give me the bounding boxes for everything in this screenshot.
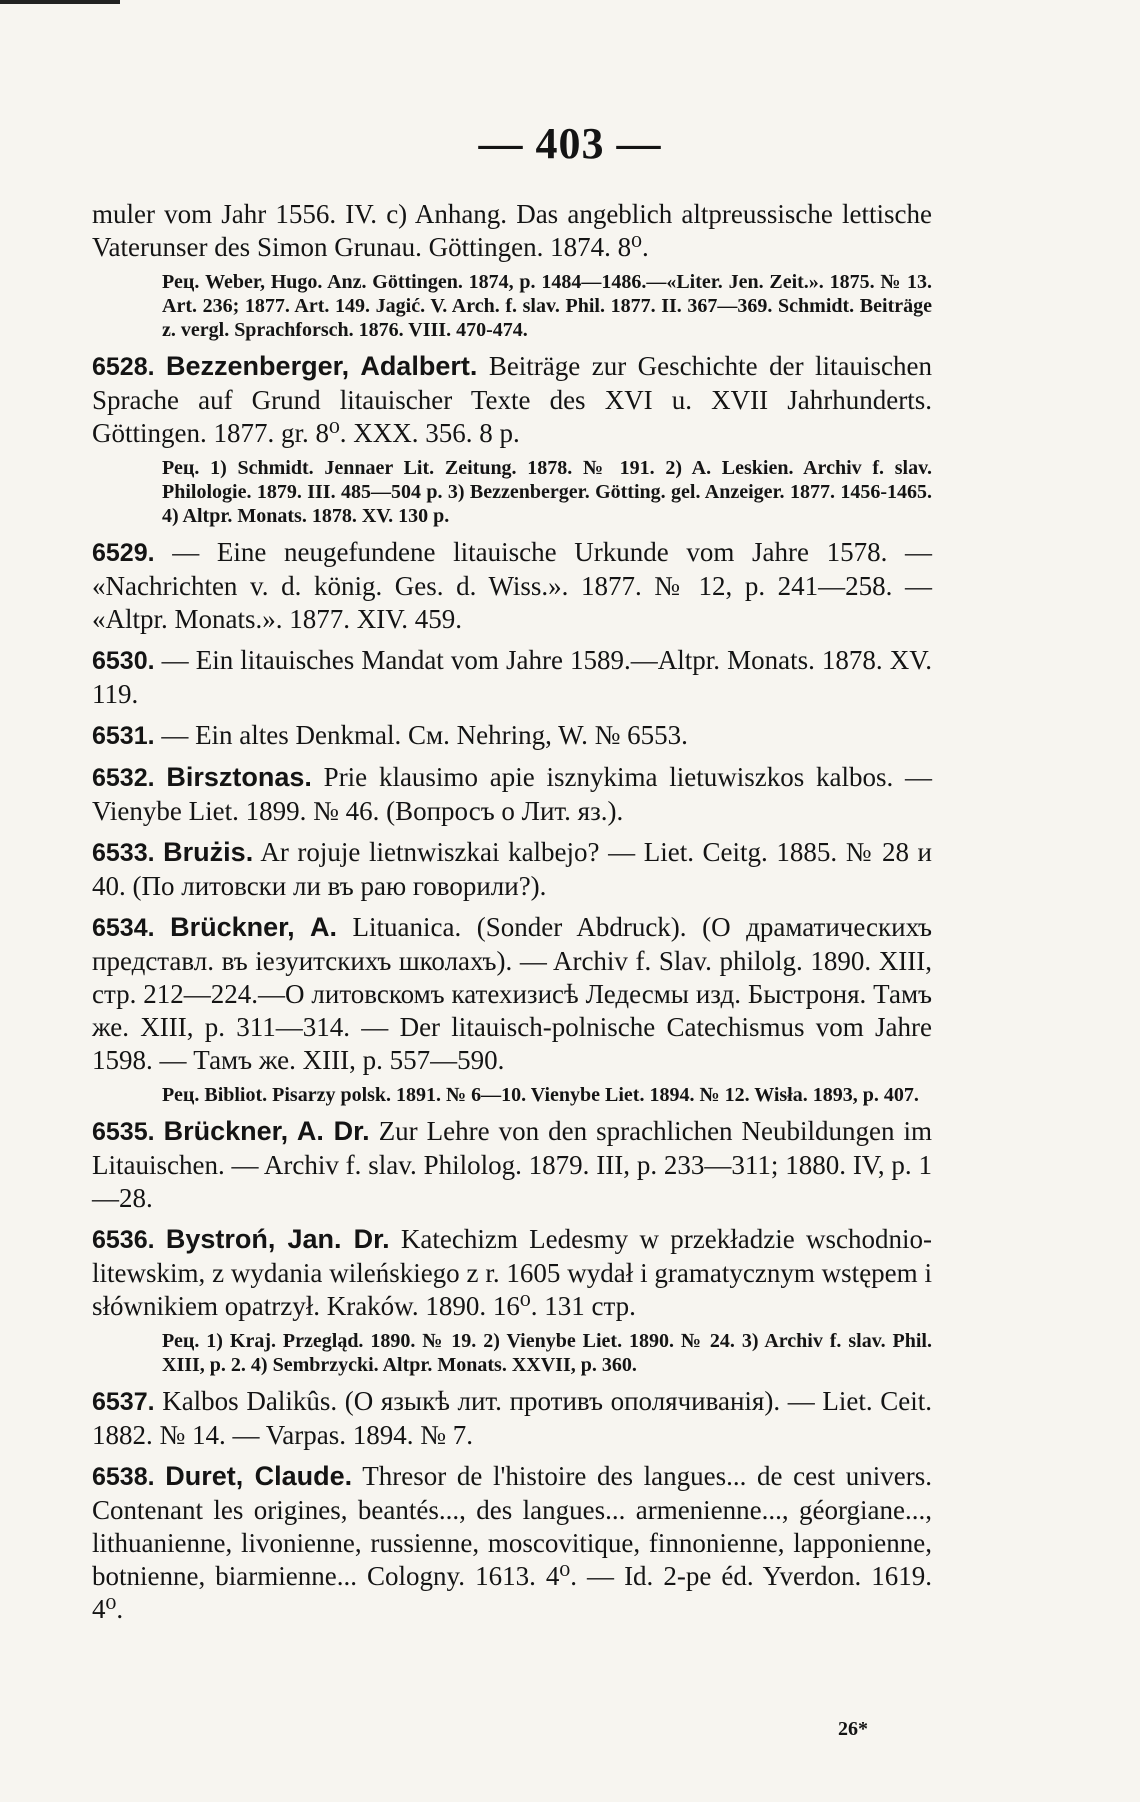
printer-signature: 26* [838, 1718, 868, 1740]
bibliography-entry [92, 719, 932, 753]
entry-text: — Eine neugefundene litauische Urkunde vom Jahre 1578. — «Nachrichten v. d. könig. Ges. d. Wiss.». 1877. № 12, p. 241—258. — «Altpr. Monats.». 1877. XIV. 459. [92, 537, 933, 634]
entry-author: Brużis. [163, 837, 254, 867]
entry-text: Ar rojuje lietnwiszkai kalbejo? — Liet. Ceitg. 1885. № 28 и 40. (По литовски ли въ раю говорили?). [92, 837, 933, 901]
entry-author: Birsztonas. [166, 762, 312, 792]
entry-number: 6537. [92, 1388, 155, 1416]
bibliography-entry [92, 1385, 932, 1452]
entry-number: 6533. [92, 839, 155, 867]
bibliography-entry [92, 911, 932, 1077]
bibliography-entry [92, 1223, 932, 1323]
entry-number: 6530. [92, 647, 155, 675]
bibliography-entry [92, 536, 932, 636]
bibliography-entry [92, 836, 932, 903]
entry-text: Kalbos Dalikûs. (О языкѣ лит. противъ ополячиванія). — Liet. Ceit. 1882. № 14. — Varpas. 1894. № 7. [92, 1386, 932, 1450]
entry-text: Zur Lehre von den sprachlichen Neubildungen im Litauischen. — Archiv f. slav. Philolog. 1879. III, p. 233—311; 1880. IV, p. 1—28. [92, 1116, 933, 1213]
page-number: — 403 — [478, 119, 662, 168]
bibliography-entry [92, 1115, 932, 1215]
entry-text: Katechizm Ledesmy w przekładzie wschodnio-litewskim, z wydania wileńskiego z r. 1605 wydał i gramatycznym wstępem i słównikiem opatrzył. Kraków. 1890. 16⁰. 131 стр. [92, 1224, 932, 1321]
entry-author: Bystroń, Jan. Dr. [165, 1224, 390, 1254]
bibliography-entry [92, 350, 932, 450]
bibliography-entry [92, 644, 932, 711]
entry-text: — Ein litauisches Mandat vom Jahre 1589.—Altpr. Monats. 1878. XV. 119. [92, 645, 932, 709]
entry-number: 6534. [92, 914, 155, 942]
entry-text: Lituanica. (Sonder Abdruck). (О драматическихъ представл. въ iезуитскихъ школахъ). — Archiv f. Slav. philolg. 1890. XIII, стр. 212—224.—О литовскомъ катехизисѣ Ледесмы изд. Быстроня. Тамъ же. XIII, p. 311—314. — Der litauisch-polnische Catechismus vom Jahre 1598. — Тамъ же. XIII, p. 557—590. [92, 912, 933, 1075]
entry-number: 6529. [92, 539, 155, 567]
scan-edge-mark [0, 0, 120, 4]
entry-reviews: Рец. 1) Kraj. Przegląd. 1890. № 19. 2) Vienybe Liet. 1890. № 24. 3) Archiv f. slav. Phil. XIII, p. 2. 4) Sembrzycki. Altpr. Monats. XXVII, p. 360. [162, 1330, 932, 1376]
bibliography-entry [92, 761, 932, 828]
entry-number: 6538. [92, 1463, 155, 1491]
bibliography-entry [92, 1460, 932, 1626]
entry-author: Bezzenberger, Adalbert. [166, 351, 478, 381]
entry-reviews: Рец. 1) Schmidt. Jennaer Lit. Zeitung. 1878. № 191. 2) A. Leskien. Archiv f. slav. Philologie. 1879. III. 485—504 p. 3) Bezzenberger. Götting. gel. Anzeiger. 1877. 1456-1465. 4) Altpr. Monats. 1878. XV. 130 p. [162, 457, 932, 527]
entry-text: — Ein altes Denkmal. См. Nehring, W. № 6553. [161, 720, 688, 750]
entry-author: Brückner, A. [170, 912, 337, 942]
bibliography-list [92, 198, 932, 1626]
entry-text: Prie klausimo apie isznykima lietuwiszkos kalbos. — Vienybe Liet. 1899. № 46. (Вопросъ о Лит. яз.). [92, 762, 933, 826]
entry-text: muler vom Jahr 1556. IV. c) Anhang. Das angeblich altpreussische lettische Vaterunser des Simon Grunau. Göttingen. 1874. 8⁰. [92, 199, 932, 262]
entry-number: 6531. [92, 722, 155, 750]
entry-reviews: Рец. Bibliot. Pisarzy polsk. 1891. № 6—10. Vienybe Liet. 1894. № 12. Wisła. 1893, p. 407. [162, 1084, 919, 1106]
entry-author: Duret, Claude. [165, 1461, 353, 1491]
entry-number: 6528. [92, 353, 155, 381]
entry-text: Thresor de l'histoire des langues... de cest univers. Contenant les origines, beantés..., des langues... armenienne..., géorgiane..., lithuanienne, livonienne, russienne, moscovitique, finnonienne, lapponienne, botnienne, biarmienne... Cologny. 1613. 4⁰. — Id. 2-pe éd. Yverdon. 1619. 4⁰. [92, 1461, 933, 1624]
entry-number: 6532. [92, 764, 155, 792]
entry-number: 6536. [92, 1226, 155, 1254]
entry-reviews: Рец. Weber, Hugo. Anz. Göttingen. 1874, p. 1484—1486.—«Liter. Jen. Zeit.». 1875. № 13. Art. 236; 1877. Art. 149. Jagić. V. Arch. f. slav. Phil. 1877. II. 367—369. Schmidt. Beiträge z. vergl. Sprachforsch. 1876. VIII. 470-474. [162, 271, 932, 341]
entry-author: Brückner, A. Dr. [163, 1116, 370, 1146]
bibliography-entry [92, 198, 932, 264]
entry-text: Beiträge zur Geschichte der litauischen Sprache auf Grund litauischer Texte des XVI u. XVII Jahrhunderts. Göttingen. 1877. gr. 8⁰. XXX. 356. 8 p. [92, 351, 932, 448]
entry-number: 6535. [92, 1118, 155, 1146]
